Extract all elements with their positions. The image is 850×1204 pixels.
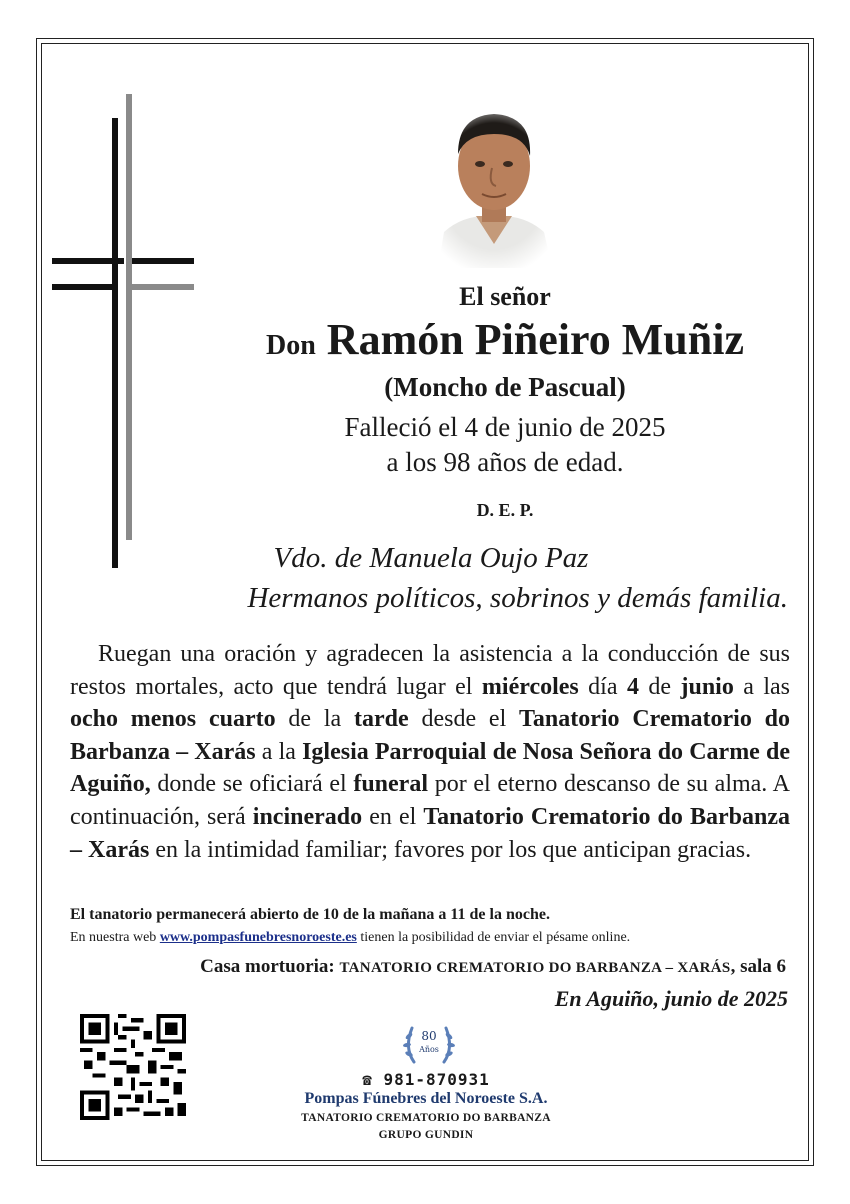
announcement-text: en la intimidad familiar; favores por los que anticipan gracias. (149, 836, 752, 863)
deceased-name-line (200, 315, 810, 364)
widower-line: Vdo. de Manuela Oujo Paz (273, 542, 589, 574)
title-prefix: El señor (459, 282, 551, 311)
portrait-photo (424, 104, 564, 268)
relatives-line: Hermanos políticos, sobrinos y demás familia. (247, 582, 788, 614)
deceased-alias: (Moncho de Pascual) (384, 372, 626, 402)
announcement-emphasis: 4 (626, 673, 639, 700)
announcement-text: a la (255, 738, 303, 765)
announcement-text: a las (733, 673, 791, 700)
web-prefix: En nuestra web (70, 930, 160, 945)
announcement-text: desde el (408, 706, 520, 733)
announcement-text: por el eterno descanso de su alma. A continuación, será (70, 771, 790, 830)
badge-word: Años (419, 1045, 439, 1054)
death-date: Falleció el 4 de junio de 2025 (344, 412, 666, 442)
funeral-home (200, 956, 786, 978)
funeral-home-label: Casa mortuoria: (200, 956, 340, 977)
phone-line (326, 1070, 526, 1089)
phone-number: 981-870931 (383, 1070, 490, 1089)
opening-hours: El tanatorio permanecerá abierto de 10 de la mañana a 11 de la noche. (70, 906, 550, 923)
website-link[interactable]: www.pompasfunebresnoroeste.es (159, 930, 357, 945)
announcement-emphasis: tarde (354, 706, 409, 733)
company-group: GRUPO GUNDIN (378, 1129, 474, 1141)
announcement-emphasis: incinerado (252, 803, 363, 830)
web-suffix: tienen la posibilidad de enviar el pésame online. (356, 930, 631, 945)
announcement-text: de la (275, 706, 354, 733)
announcement-text: en el (362, 803, 424, 830)
funeral-home-room: , sala 6 (730, 956, 786, 977)
company-tanatorio: TANATORIO CREMATORIO DO BARBANZA (301, 1112, 551, 1124)
announcement-emphasis: Tanatorio Crematorio do Barbanza – Xarás (70, 803, 790, 863)
deceased-name: Ramón Piñeiro Muñiz (326, 315, 744, 364)
announcement-emphasis: junio (680, 673, 734, 700)
announcement-emphasis: funeral (353, 771, 429, 798)
announcement-emphasis: ocho menos cuarto (70, 706, 276, 733)
anniversary-badge-icon (400, 1018, 458, 1070)
announcement-text: día (578, 673, 627, 700)
phone-icon: ☎ (362, 1070, 373, 1089)
announcement-emphasis: Tanatorio Crematorio do Barbanza – Xarás (70, 706, 790, 765)
dep-abbreviation: D. E. P. (476, 500, 534, 520)
age: a los 98 años de edad. (386, 447, 624, 477)
place-date: En Aguiño, junio de 2025 (554, 986, 788, 1011)
announcement-emphasis: miércoles (481, 673, 579, 700)
company-name: Pompas Fúnebres del Noroeste S.A. (304, 1090, 548, 1107)
announcement-paragraph (70, 638, 790, 866)
announcement-emphasis: Iglesia Parroquial de Nosa Señora do Carme de Aguiño, (70, 738, 790, 798)
announcement-text: Ruegan una oración y agradecen la asistencia a la conducción de sus restos mortales, acto que tendrá lugar el (70, 641, 790, 700)
announcement-text: donde se oficiará el (150, 771, 354, 798)
honorific: Don (266, 330, 316, 361)
qr-code[interactable] (80, 1014, 186, 1120)
badge-number: 80 (421, 1029, 437, 1043)
condolence-note (70, 930, 630, 946)
funeral-home-place: TANATORIO CREMATORIO DO BARBANZA – XARÁS (339, 960, 731, 976)
announcement-text: de (638, 673, 681, 700)
